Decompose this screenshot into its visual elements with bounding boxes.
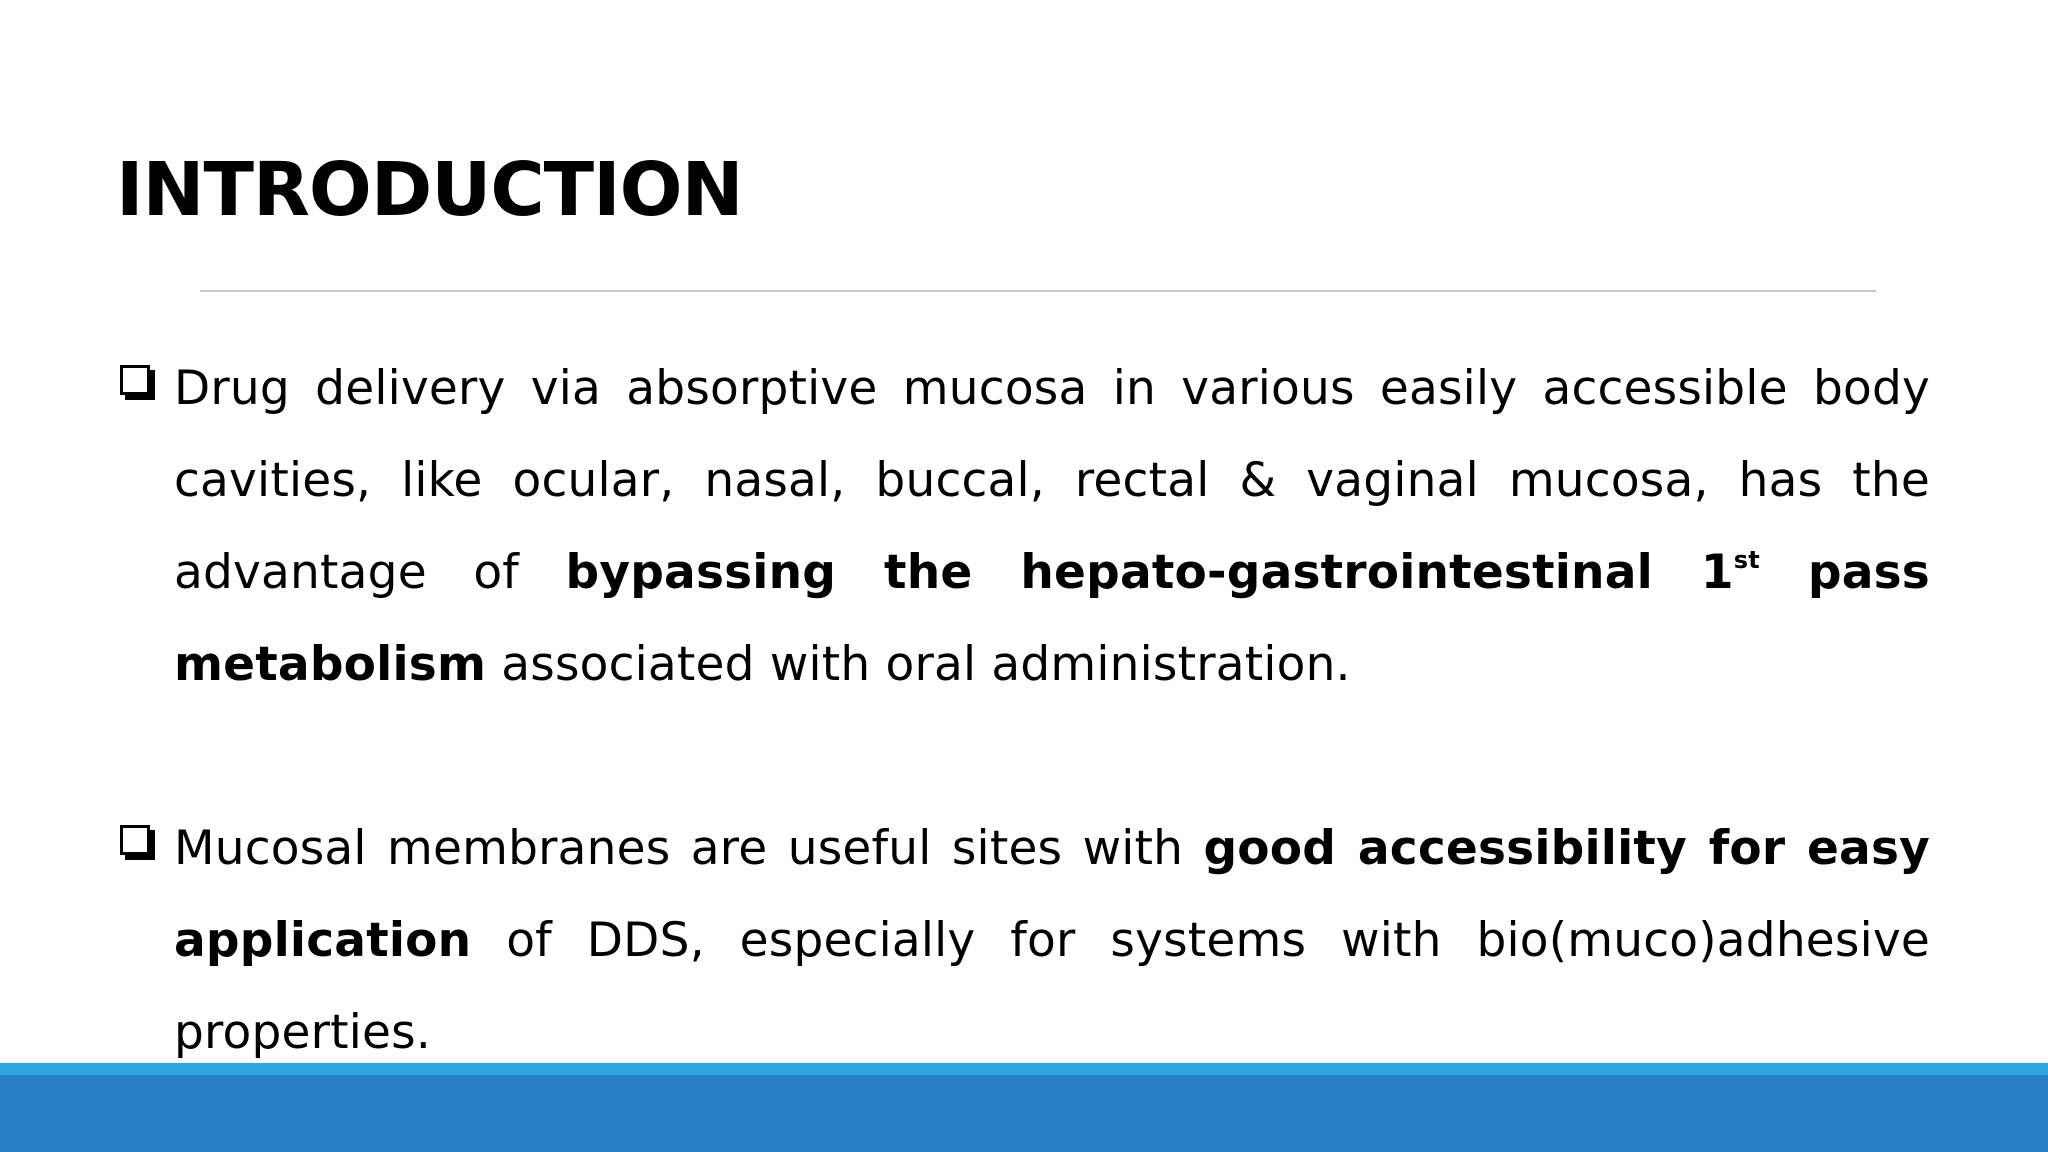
bullet-1-emphasis-end: pass metabolism	[174, 545, 1930, 692]
footer-band-light	[0, 1063, 2048, 1075]
bullet-point-2	[174, 803, 1930, 1079]
bullet-1-superscript: st	[1733, 546, 1760, 574]
bullet-1-text-start: Drug delivery via absorptive mucosa in various easily accessible body cavities, like ocular, nasal, buccal, rectal & vaginal mucosa, has the advantage of	[174, 361, 1930, 600]
footer-band-dark	[0, 1075, 2048, 1152]
checkbox-bullet-icon	[120, 365, 150, 395]
slide-title: INTRODUCTION	[116, 147, 743, 233]
checkbox-bullet-icon	[120, 825, 150, 855]
bullet-1-text-end: associated with oral administration.	[486, 637, 1351, 692]
bullet-point-1	[174, 343, 1930, 711]
bullet-2-emphasis: good accessibility for easy application	[174, 821, 1930, 968]
bullet-1-emphasis: bypassing the hepato-gastrointestinal 1	[565, 545, 1734, 600]
bullet-2-text-end: of DDS, especially for systems with bio(muco)adhesive properties.	[174, 913, 1930, 1060]
title-divider	[200, 290, 1876, 292]
bullet-2-text-start: Mucosal membranes are useful sites with	[174, 821, 1204, 876]
